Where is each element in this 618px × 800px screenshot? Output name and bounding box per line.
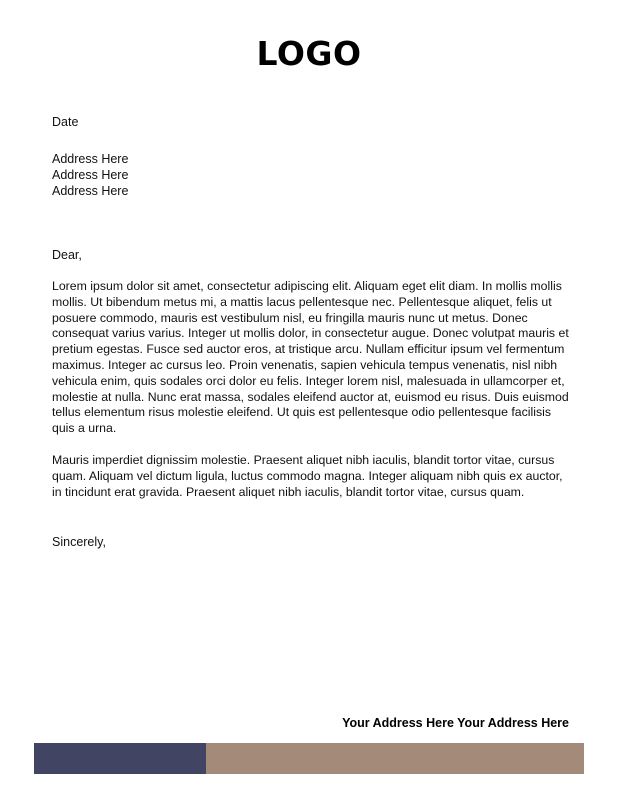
footer-color-bar [34, 743, 584, 774]
recipient-address [52, 151, 128, 199]
footer-address: Your Address Here Your Address Here [342, 716, 569, 730]
logo: LOGO [256, 34, 362, 73]
letter-body [52, 279, 570, 516]
footer-bar-left [34, 743, 206, 774]
body-paragraph: Mauris imperdiet dignissim molestie. Praesent aliquet nibh iaculis, blandit tortor vitae, cursus quam. Aliquam vel dictum ligula, luctus commodo magna. Integer aliquam nibh quis ex auctor, in tincidunt erat gravida. Praesent aliquet nibh iaculis, blandit tortor vitae, cursus quam. [52, 452, 563, 499]
address-line: Address Here [52, 152, 129, 166]
address-line: Address Here [52, 184, 129, 198]
salutation: Dear, [52, 248, 82, 262]
body-paragraph: Lorem ipsum dolor sit amet, consectetur adipiscing elit. Aliquam eget elit diam. In mollis mollis mollis. Ut bibendum metus mi, a mattis lacus pellentesque nec. Pellentesque aliquet, felis ut posuere commodo, mauris est vestibulum nisl, eu fringilla mauris nunc ut metus. Donec consequat varius varius. Integer ut mollis dolor, in consectetur augue. Donec volutpat mauris et pretium egestas. Fusce sed auctor eros, at tristique arcu. Nullam efficitur ipsum vel fermentum maximus. Integer ac cursus leo. Proin venenatis, sapien vehicula tempus venenatis, nisl nibh vehicula enim, quis sodales orci dolor eu felis. Integer lorem nisl, malesuada in ullamcorper et, molestie at nulla. Nunc erat massa, sodales eleifend auctor at, euismod eu risus. Duis euismod tellus elementum risus molestie eleifend. Ut quis est pellentesque odio pellentesque facilisis quis a urna. [52, 279, 569, 436]
footer-bar-right [206, 743, 584, 774]
closing: Sincerely, [52, 535, 106, 549]
address-line: Address Here [52, 168, 129, 182]
letter-date: Date [52, 115, 79, 129]
